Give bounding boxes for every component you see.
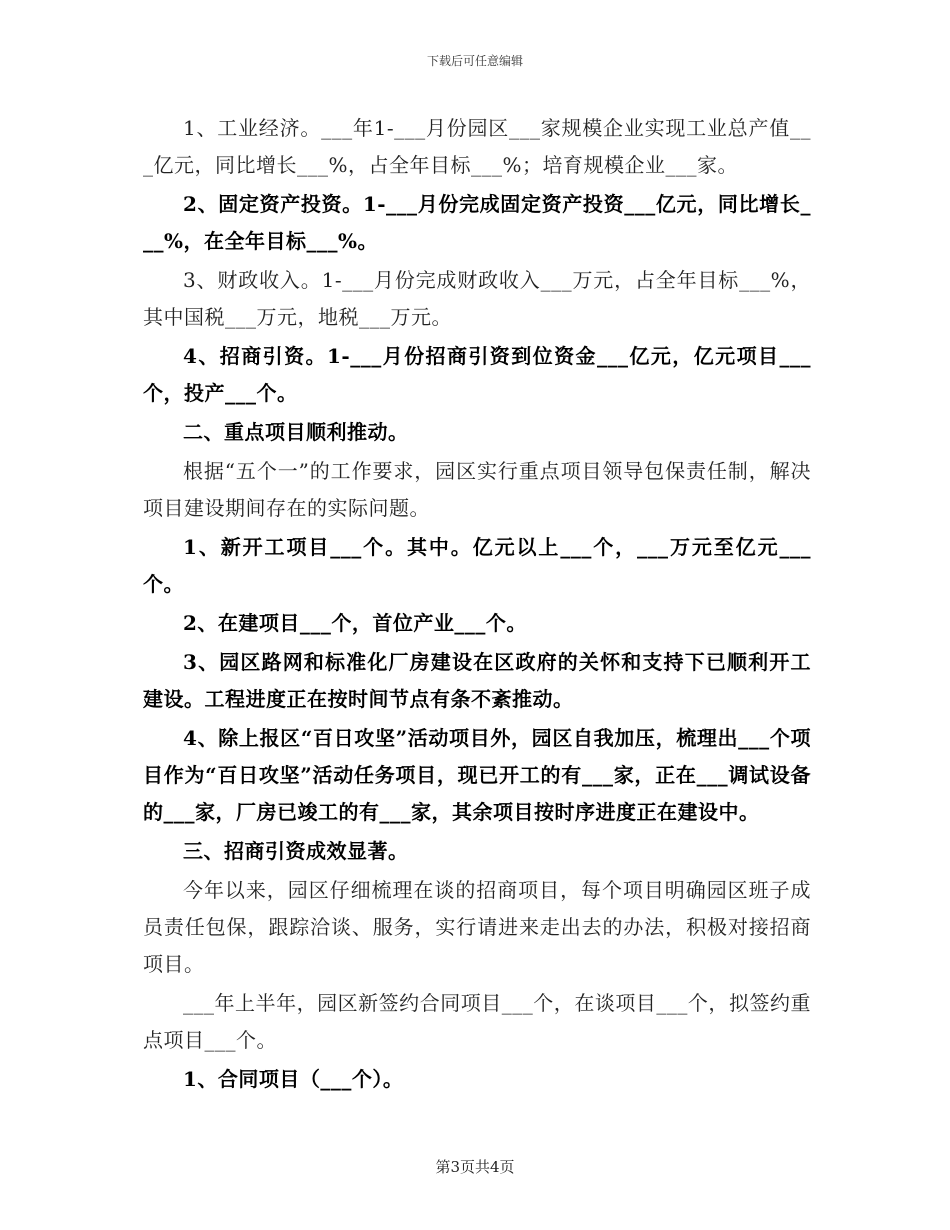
section-heading-key-projects: 二、重点项目顺利推动。 <box>183 420 409 444</box>
paragraph-first-half-signings: ___年上半年，园区新签约合同项目___个，在谈项目___个，拟签约重点项目___个。 <box>143 991 811 1052</box>
paragraph-road-network: 3、园区路网和标准化厂房建设在区政府的关怀和支持下已顺利开工建设。工程进度正在按时间节点有条不紊推动。 <box>143 650 811 711</box>
paragraph-fiscal-revenue: 3、财政收入。1-___月份完成财政收入___万元，占全年目标___%，其中国税___万元，地税___万元。 <box>143 268 811 329</box>
paragraph-investment-results-intro: 今年以来，园区仔细梳理在谈的招商项目，每个项目明确园区班子成员责任包保，跟踪洽谈、服务，实行请进来走出去的办法，积极对接招商项目。 <box>143 878 811 976</box>
paragraph-fixed-asset-investment: 2、固定资产投资。1-___月份完成固定资产投资___亿元，同比增长___%，在全年目标___%。 <box>143 192 811 253</box>
paragraph-investment-attraction: 4、招商引资。1-___月份招商引资到位资金___亿元，亿元项目___个，投产___个。 <box>143 344 811 405</box>
paragraph-new-projects: 1、新开工项目___个。其中。亿元以上___个，___万元至亿元___个。 <box>143 535 811 596</box>
page-header: 下载后可任意编辑 <box>426 54 523 68</box>
page-number-footer: 第3页共4页 <box>435 1158 515 1176</box>
paragraph-hundred-day-campaign: 4、除上报区“百日攻坚”活动项目外，园区自我加压，梳理出___个项目作为“百日攻坚”活动任务项目，现已开工的有___家，正在___调试设备的___家，厂房已竣工的有___家，其余项目按时序进度正在建设中。 <box>143 726 811 824</box>
section-heading-investment-results: 三、招商引资成效显著。 <box>183 839 409 863</box>
paragraph-key-projects-intro: 根据“五个一”的工作要求，园区实行重点项目领导包保责任制，解决项目建设期间存在的实际问题。 <box>143 459 811 520</box>
document-body <box>143 110 811 1100</box>
paragraph-projects-under-construction: 2、在建项目___个，首位产业___个。 <box>183 611 527 635</box>
paragraph-contract-projects: 1、合同项目（___个）。 <box>183 1067 404 1091</box>
paragraph-industrial-economy: 1、工业经济。___年1-___月份园区___家规模企业实现工业总产值___亿元，同比增长___%，占全年目标___%；培育规模企业___家。 <box>143 116 811 177</box>
